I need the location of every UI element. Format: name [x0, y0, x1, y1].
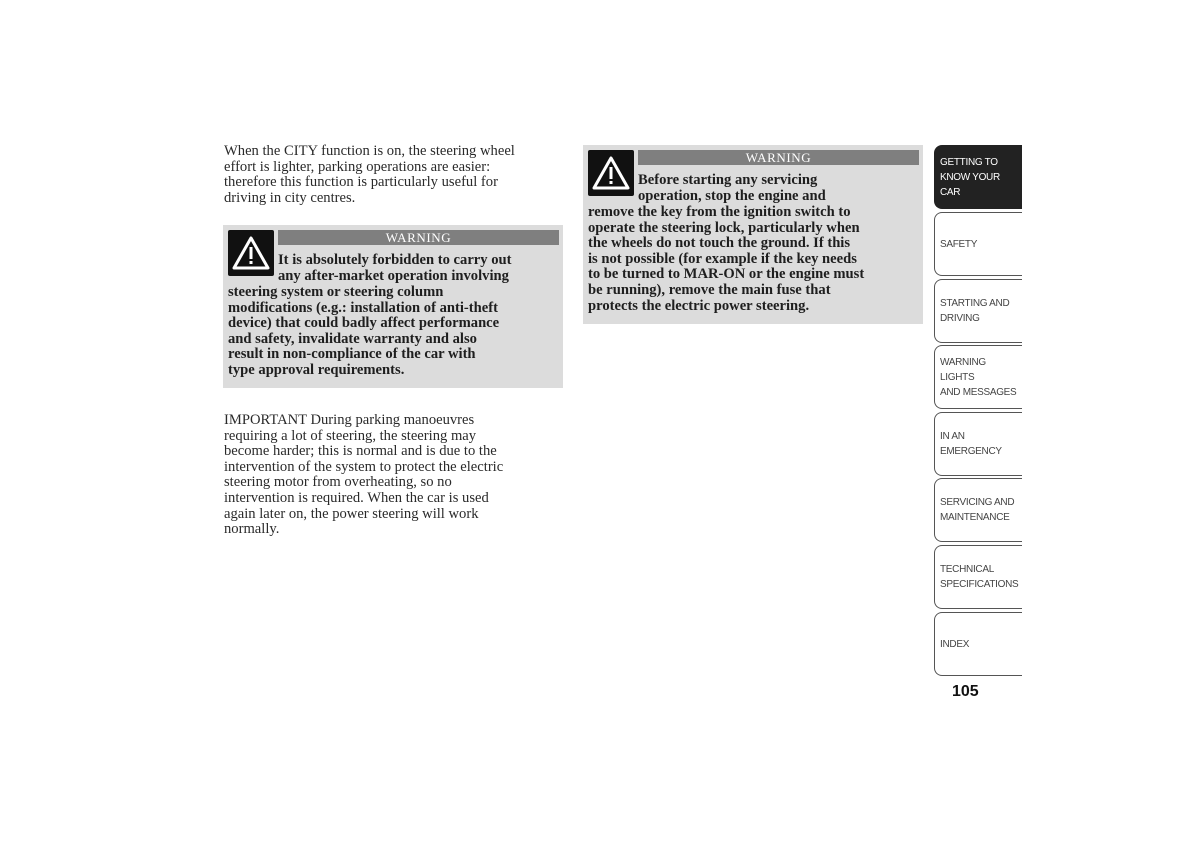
tab-safety[interactable]: SAFETY — [934, 212, 1022, 276]
warning-box-right — [583, 145, 923, 324]
tab-in-an-emergency[interactable]: IN AN EMERGENCY — [934, 412, 1022, 476]
tab-warning-lights-and-messages[interactable]: WARNING LIGHTS AND MESSAGES — [934, 345, 1022, 409]
warning-triangle-icon — [228, 230, 274, 276]
warning-title-bar: WARNING — [278, 230, 559, 245]
tab-index[interactable]: INDEX — [934, 612, 1022, 676]
tab-technical-specifications[interactable]: TECHNICAL SPECIFICATIONS — [934, 545, 1022, 609]
warning-text-lead: It is absolutely forbidden to carry out any after-market operation involving — [278, 252, 512, 284]
city-function-paragraph: When the CITY function is on, the steering wheel effort is lighter, parking operations are easier: therefore this function is particularly useful for driving in city centres. — [224, 143, 515, 206]
tab-starting-and-driving[interactable]: STARTING AND DRIVING — [934, 279, 1022, 343]
warning-text-body: remove the key from the ignition switch to operate the steering lock, particularly when the wheels do not touch the ground. If this is not possible (for example if the key needs to be turned to MAR-ON or the engine must be running), remove the main fuse that protects the electric power steering. — [588, 204, 865, 314]
tab-getting-to-know-your-car[interactable]: GETTING TO KNOW YOUR CAR — [934, 145, 1022, 209]
warning-text-lead: Before starting any servicing operation, stop the engine and — [638, 172, 826, 204]
warning-triangle-icon — [588, 150, 634, 196]
warning-text-body: steering system or steering column modifications (e.g.: installation of anti-theft device) that could badly affect performance and safety, invalidate warranty and also result in non-compliance of the car with type approval requirements. — [228, 284, 500, 378]
page-number: 105 — [952, 683, 979, 700]
warning-box-left — [223, 225, 563, 388]
important-paragraph: IMPORTANT During parking manoeuvres requiring a lot of steering, the steering may become harder; this is normal and is due to the intervention of the system to protect the electric steering motor from overheating, so no intervention is required. When the car is used again later on, the power steering will work normally. — [224, 412, 504, 538]
tab-servicing-and-maintenance[interactable]: SERVICING AND MAINTENANCE — [934, 478, 1022, 542]
warning-title-bar: WARNING — [638, 150, 919, 165]
